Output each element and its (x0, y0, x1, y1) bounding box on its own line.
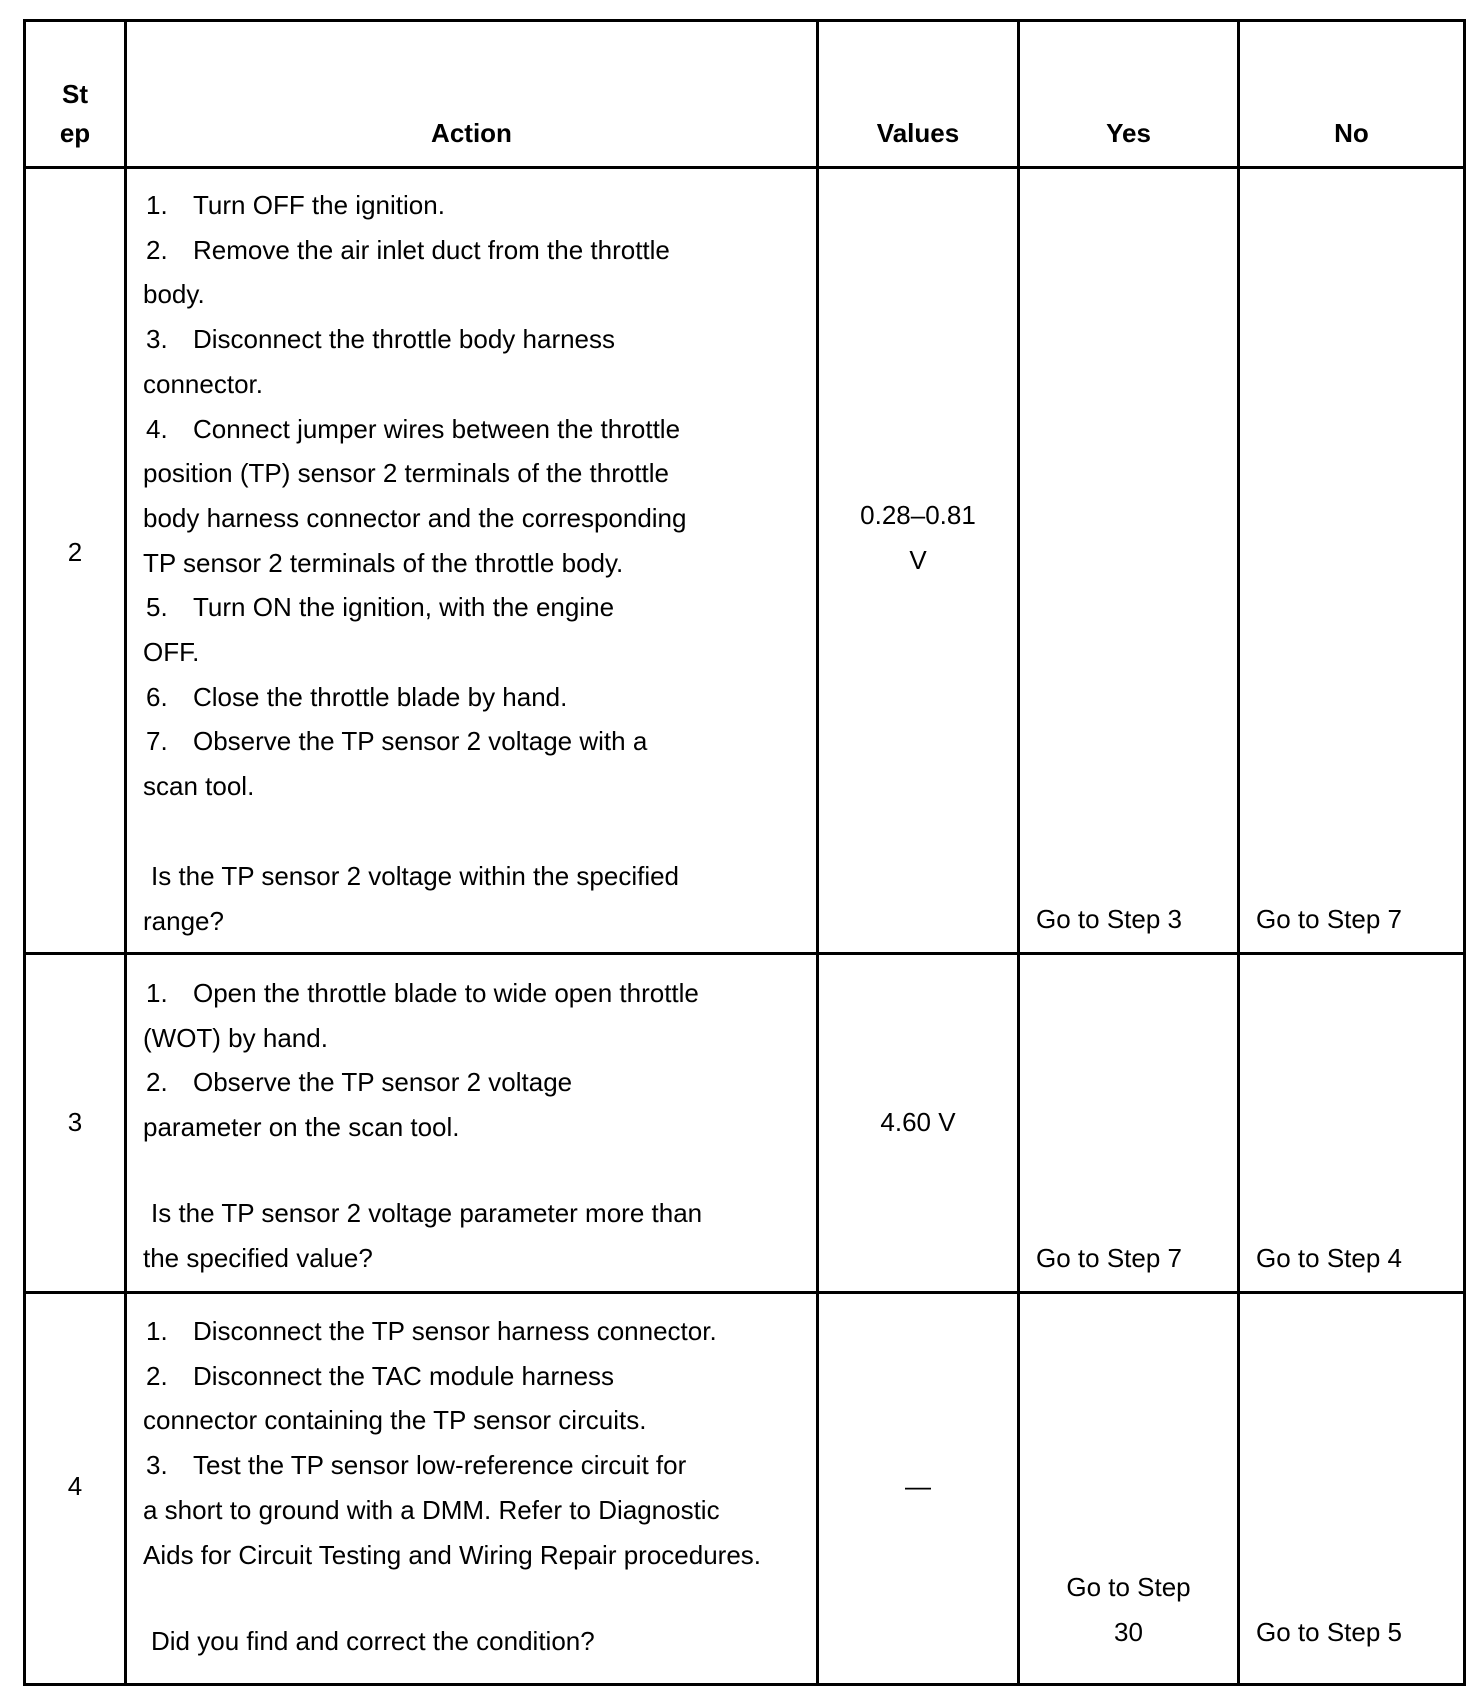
step-item-text: scan tool. (143, 771, 255, 802)
step-item-number: 2. (146, 1360, 168, 1391)
table-border-left (23, 19, 26, 1686)
step-item-text: Disconnect the TP sensor harness connector. (193, 1316, 717, 1346)
header-values: Values (876, 118, 960, 148)
step-item-text: parameter on the scan tool. (143, 1112, 460, 1143)
action-line (143, 1309, 813, 1354)
action-line (143, 228, 813, 273)
step-item-number: 4. (146, 413, 168, 444)
col-divider-action (816, 19, 819, 1686)
no-step-4: Go to Step 5 (1256, 1617, 1402, 1647)
action-line (143, 630, 813, 675)
action-line (143, 1105, 813, 1150)
action-steps-list (143, 183, 813, 809)
action-line (143, 1354, 813, 1399)
action-line (143, 541, 813, 586)
step-item-text: Open the throttle blade to wide open throttle (193, 978, 699, 1008)
table-border-right (1463, 19, 1466, 1686)
header-action: Action (431, 118, 512, 148)
table-border-top (23, 19, 1466, 22)
action-line (143, 362, 813, 407)
step-number-2: 2 (67, 537, 83, 567)
no-step-2: Go to Step 7 (1256, 904, 1402, 934)
step-number-4: 4 (67, 1471, 83, 1501)
col-divider-step (124, 19, 127, 1686)
question-line: range? (143, 905, 224, 936)
action-cell-step-4 (143, 1309, 813, 1664)
step-item-text: Remove the air inlet duct from the throttle (193, 234, 670, 265)
step-item-number: 1. (146, 190, 168, 220)
action-line (143, 585, 813, 630)
step-item-number: 5. (146, 592, 168, 623)
action-line (143, 1443, 813, 1488)
step-item-text: OFF. (143, 637, 200, 668)
value-step-2 (819, 493, 1017, 582)
step-item-text: Disconnect the TAC module harness (193, 1360, 615, 1391)
action-line (143, 675, 813, 720)
step-item-text: connector containing the TP sensor circuits. (143, 1405, 647, 1436)
action-line (143, 451, 813, 496)
step-item-text: TP sensor 2 terminals of the throttle body. (143, 547, 624, 578)
question-line: Is the TP sensor 2 voltage within the specified (151, 860, 680, 891)
action-steps-list (143, 971, 813, 1150)
diagnostic-table (23, 19, 1466, 1686)
step-item-text: position (TP) sensor 2 terminals of the throttle (143, 458, 670, 489)
step-item-text: Connect jumper wires between the throttle (193, 413, 681, 444)
question-line: Is the TP sensor 2 voltage parameter more than (151, 1197, 703, 1228)
step-item-number: 2. (146, 234, 168, 265)
action-line (143, 407, 813, 452)
question-line: the specified value? (143, 1242, 373, 1273)
action-line (143, 317, 813, 362)
action-line (143, 1016, 813, 1061)
step-item-text: Close the throttle blade by hand. (193, 681, 568, 712)
step-item-text: a short to ground with a DMM. Refer to Diagnostic (143, 1494, 720, 1525)
step-item-text: Test the TP sensor low-reference circuit for (193, 1450, 687, 1481)
step-item-text: Turn OFF the ignition. (193, 190, 445, 220)
step-item-text: connector. (143, 368, 263, 399)
header-step-line1: St (62, 79, 88, 109)
action-steps-list (143, 1309, 813, 1577)
question-line: Did you find and correct the condition? (151, 1626, 595, 1657)
action-line (143, 719, 813, 764)
step-item-text: (WOT) by hand. (143, 1022, 328, 1053)
header-no: No (1334, 118, 1369, 148)
action-line (143, 764, 813, 809)
action-line (143, 971, 813, 1016)
yes-step-3: Go to Step 7 (1036, 1243, 1182, 1273)
step-item-text: Turn ON the ignition, with the engine (193, 592, 615, 623)
action-line (143, 1398, 813, 1443)
action-line (143, 1533, 813, 1578)
col-divider-yes (1237, 19, 1240, 1686)
yes-step-2: Go to Step 3 (1036, 904, 1182, 934)
step-item-number: 1. (146, 1316, 168, 1346)
step-item-number: 7. (146, 726, 168, 757)
col-divider-values (1017, 19, 1020, 1686)
header-step (26, 75, 124, 153)
value-step-3: 4.60 V (880, 1107, 956, 1137)
row-divider-3 (23, 1291, 1466, 1294)
step-item-text: Disconnect the throttle body harness (193, 324, 616, 355)
action-cell-step-2 (143, 183, 813, 943)
yes-line: 30 (1114, 1616, 1143, 1647)
value-line: 0.28–0.81 (860, 500, 976, 530)
step-item-text: Observe the TP sensor 2 voltage with a (193, 726, 648, 757)
row-divider-header (23, 166, 1466, 169)
step-item-text: body harness connector and the corresponding (143, 502, 687, 533)
step-item-number: 6. (146, 681, 168, 712)
step-item-number: 1. (146, 978, 168, 1008)
step-item-number: 3. (146, 1450, 168, 1481)
value-line: V (909, 544, 927, 575)
yes-line: Go to Step (1066, 1572, 1191, 1602)
step-item-text: body. (143, 279, 205, 310)
spacer (143, 809, 813, 854)
value-step-4: — (905, 1471, 931, 1501)
no-step-3: Go to Step 4 (1256, 1243, 1402, 1273)
header-yes: Yes (1106, 118, 1151, 148)
spacer (143, 1150, 813, 1191)
table-border-bottom (23, 1683, 1466, 1686)
spacer (143, 1577, 813, 1619)
action-line (143, 272, 813, 317)
action-line (143, 496, 813, 541)
yes-step-4 (1020, 1565, 1237, 1654)
step-item-number: 2. (146, 1067, 168, 1098)
action-line (143, 183, 813, 228)
action-cell-step-3 (143, 971, 813, 1280)
step-number-3: 3 (67, 1107, 83, 1137)
step-item-text: Observe the TP sensor 2 voltage (193, 1067, 573, 1098)
step-item-text: Aids for Circuit Testing and Wiring Repair procedures. (143, 1539, 762, 1570)
action-line (143, 1488, 813, 1533)
row-divider-2 (23, 952, 1466, 955)
header-step-line2: ep (59, 118, 91, 148)
action-line (143, 1060, 813, 1105)
step-item-number: 3. (146, 324, 168, 355)
